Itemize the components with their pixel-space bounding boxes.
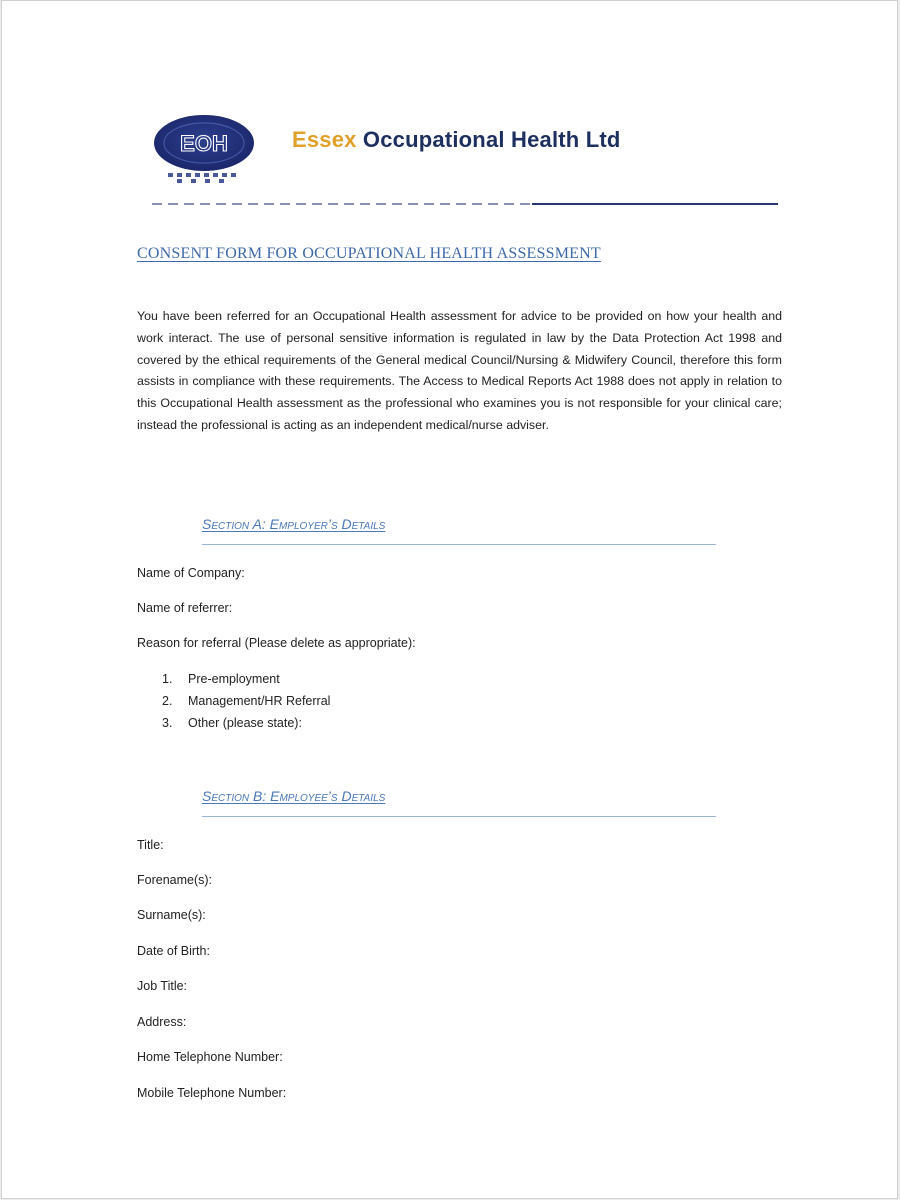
company-name-rest: Occupational Health Ltd [356,127,621,152]
date-of-birth-field: Date of Birth: [137,944,210,958]
list-item-label: Management/HR Referral [188,694,331,708]
list-item-number: 2. [162,694,173,708]
list-item [162,672,280,686]
company-logo [150,109,260,185]
section-a-heading [202,516,716,545]
referrer-name-field: Name of referrer: [137,601,233,615]
section-b-heading-text: Section B: Employee’s Details [202,788,386,804]
mobile-telephone-field: Mobile Telephone Number: [137,1086,287,1100]
home-telephone-field: Home Telephone Number: [137,1050,283,1064]
document-page [1,0,898,1199]
section-b-heading [202,788,716,817]
header-divider [152,201,778,207]
list-item-number: 3. [162,716,173,730]
company-name-accent: Essex [292,127,357,152]
company-name [292,127,621,153]
forename-field: Forename(s): [137,873,213,887]
title-field: Title: [137,838,164,852]
referral-reason-field: Reason for referral (Please delete as appropriate): [137,636,416,650]
intro-paragraph: You have been referred for an Occupational Health assessment for advice to be provided on how your health and work interact. The use of personal sensitive information is regulated in law by the Data Protection Act 1998 and covered by the ethical requirements of the General medical Council/Nursing & Midwifery Council, therefore this form assists in compliance with these requirements. The Access to Medical Reports Act 1988 does not apply in relation to this Occupational Health assessment as the professional who examines you is not responsible for your clinical care; instead the professional is acting as an independent medical/nurse adviser. [137,309,782,432]
list-item [162,716,302,730]
logo-lettering: EOH [180,131,228,156]
form-title: CONSENT FORM FOR OCCUPATIONAL HEALTH ASSESSMENT [137,245,601,262]
section-a-heading-text: Section A: Employer’s Details [202,516,386,532]
job-title-field: Job Title: [137,979,188,993]
list-item-label: Pre-employment [188,672,280,686]
company-name-field: Name of Company: [137,566,245,580]
list-item [162,694,330,708]
address-field: Address: [137,1015,187,1029]
list-item-number: 1. [162,672,173,686]
surname-field: Surname(s): [137,908,206,922]
list-item-label: Other (please state): [188,716,302,730]
